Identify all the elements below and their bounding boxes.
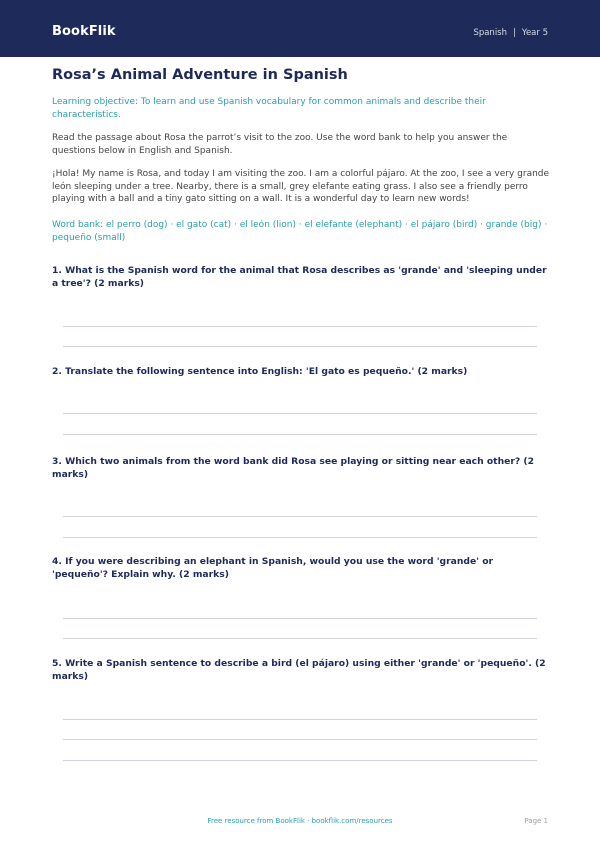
brand-logo: BookFlik bbox=[52, 24, 116, 39]
question-5: 5. Write a Spanish sentence to describe a bird (el pájaro) using either 'grande' or 'pequeño'. (2 marks) bbox=[52, 658, 546, 682]
subject-label: Spanish bbox=[473, 28, 508, 38]
answer-line[interactable] bbox=[63, 326, 537, 327]
answer-line[interactable] bbox=[63, 618, 537, 619]
answer-line[interactable] bbox=[63, 516, 537, 517]
question-1: 1. What is the Spanish word for the animal that Rosa describes as 'grande' and 'sleeping under a tree'? (2 marks) bbox=[52, 265, 547, 289]
question-3: 3. Which two animals from the word bank did Rosa see playing or sitting near each other? (2 marks) bbox=[52, 456, 534, 480]
question-4: 4. If you were describing an elephant in Spanish, would you use the word 'grande' or 'pequeño'? Explain why. (2 marks) bbox=[52, 556, 494, 580]
footer-credit: Free resource from BookFlik · bookflik.com/resources bbox=[207, 817, 393, 825]
answer-line[interactable] bbox=[63, 719, 537, 720]
answer-line[interactable] bbox=[63, 346, 537, 347]
answer-line[interactable] bbox=[63, 739, 537, 740]
answer-line[interactable] bbox=[63, 434, 537, 435]
page-number: Page 1 bbox=[524, 817, 548, 825]
header-bar bbox=[0, 0, 600, 57]
meta-separator: | bbox=[513, 28, 516, 38]
answer-line[interactable] bbox=[63, 537, 537, 538]
answer-line[interactable] bbox=[63, 638, 537, 639]
header-meta bbox=[473, 28, 548, 38]
instructions: Read the passage about Rosa the parrot’s visit to the zoo. Use the word bank to help you answer the questions below in English and Spanish. bbox=[52, 133, 508, 156]
answer-line[interactable] bbox=[63, 760, 537, 761]
year-label: Year 5 bbox=[521, 28, 548, 38]
learning-objective: Learning objective: To learn and use Spanish vocabulary for common animals and describe their characteristics. bbox=[52, 97, 486, 120]
word-bank: Word bank: el perro (dog) · el gato (cat) · el león (lion) · el elefante (elephant) · el pájaro (bird) · grande (big) · pequeño (small) bbox=[52, 220, 548, 243]
answer-line[interactable] bbox=[63, 413, 537, 414]
page-title: Rosa’s Animal Adventure in Spanish bbox=[52, 67, 348, 83]
reading-passage: ¡Hola! My name is Rosa, and today I am visiting the zoo. I am a colorful pájaro. At the zoo, I see a very grande león sleeping under a tree. Nearby, there is a small, grey elefante eating grass. I also see a friendly perro playing with a ball and a tiny gato sitting on a wall. It is a wonderful day to learn new words! bbox=[52, 169, 550, 204]
question-2: 2. Translate the following sentence into English: 'El gato es pequeño.' (2 marks) bbox=[52, 366, 468, 377]
